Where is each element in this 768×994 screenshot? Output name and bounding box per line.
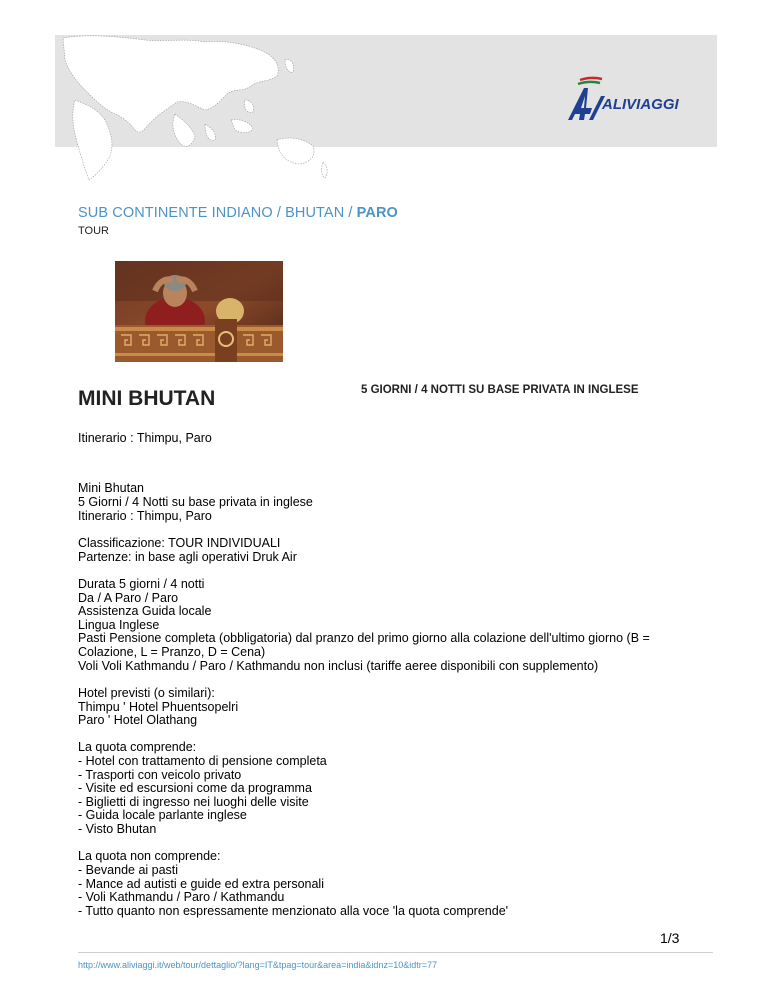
itinerary-summary: [78, 432, 698, 446]
category-label: TOUR: [78, 225, 109, 237]
breadcrumb-region[interactable]: SUB CONTINENTE INDIANO: [78, 205, 273, 221]
hotels-paragraph: [78, 687, 698, 728]
excluded-list: [78, 850, 698, 918]
text-line: Durata 5 giorni / 4 notti: [78, 576, 205, 591]
aliviaggi-logo: [562, 74, 697, 124]
text-line: Mini Bhutan: [78, 481, 145, 496]
tour-description: [78, 432, 698, 932]
itinerary-line: Itinerario : Thimpu, Paro: [78, 431, 212, 445]
included-list: [78, 741, 698, 836]
tour-title: MINI BHUTAN: [78, 387, 216, 410]
monk-photo: [115, 261, 283, 362]
breadcrumb-separator: /: [272, 205, 286, 221]
text-line: Da / A Paro / Paro: [78, 590, 179, 605]
list-item: - Visto Bhutan: [78, 822, 157, 837]
text-line: Assistenza Guida locale: [78, 604, 212, 619]
text-line: Paro ' Hotel Olathang: [78, 713, 198, 728]
text-line: Classificazione: TOUR INDIVIDUALI: [78, 535, 281, 550]
list-item: - Hotel con trattamento di pensione completa: [78, 754, 327, 769]
footer-url-link[interactable]: http://www.aliviaggi.it/web/tour/dettaglio/?lang=IT&tpag=tour&area=india&idnz=10&idtr=77: [78, 960, 437, 970]
classification-paragraph: [78, 537, 698, 564]
list-item: - Guida locale parlante inglese: [78, 808, 247, 823]
text-line: Lingua Inglese: [78, 617, 160, 632]
text-line: Partenze: in base agli operativi Druk Air: [78, 549, 297, 564]
text-line: La quota comprende:: [78, 740, 197, 755]
list-item: - Biglietti di ingresso nei luoghi delle visite: [78, 794, 309, 809]
text-line: Pasti Pensione completa (obbligatoria) dal pranzo del primo giorno alla colazione dell'ultimo giorno (B = Colazione, L = Pranzo, D = Cena): [78, 631, 650, 659]
list-item: - Bevande ai pasti: [78, 863, 179, 878]
intro-paragraph: [78, 482, 698, 523]
breadcrumb-country[interactable]: BHUTAN: [285, 205, 345, 221]
text-line: Hotel previsti (o similari):: [78, 685, 215, 700]
text-line: Thimpu ' Hotel Phuentsopelri: [78, 699, 239, 714]
list-item: - Mance ad autisti e guide ed extra personali: [78, 876, 324, 891]
list-item: - Visite ed escursioni come da programma: [78, 781, 312, 796]
breadcrumb: [78, 205, 398, 221]
list-item: - Trasporti con veicolo privato: [78, 767, 242, 782]
list-item: - Voli Kathmandu / Paro / Kathmandu: [78, 890, 285, 905]
footer-divider: [78, 952, 713, 953]
breadcrumb-city: PARO: [356, 205, 398, 221]
page-number: 1/3: [660, 930, 680, 946]
svg-text:ALIVIAGGI: ALIVIAGGI: [602, 96, 679, 113]
text-line: 5 Giorni / 4 Notti su base privata in inglese: [78, 494, 313, 509]
text-line: Voli Voli Kathmandu / Paro / Kathmandu non inclusi (tariffe aeree disponibili con supplemento): [78, 658, 599, 673]
tour-subtitle: 5 GIORNI / 4 NOTTI SU BASE PRIVATA IN INGLESE: [361, 384, 639, 396]
list-item: - Tutto quanto non espressamente menzionato alla voce 'la quota comprende': [78, 903, 509, 918]
breadcrumb-separator: /: [344, 205, 357, 221]
text-line: La quota non comprende:: [78, 849, 221, 864]
world-map-icon: [55, 30, 375, 190]
text-line: Itinerario : Thimpu, Paro: [78, 508, 212, 523]
details-paragraph: [78, 578, 698, 673]
